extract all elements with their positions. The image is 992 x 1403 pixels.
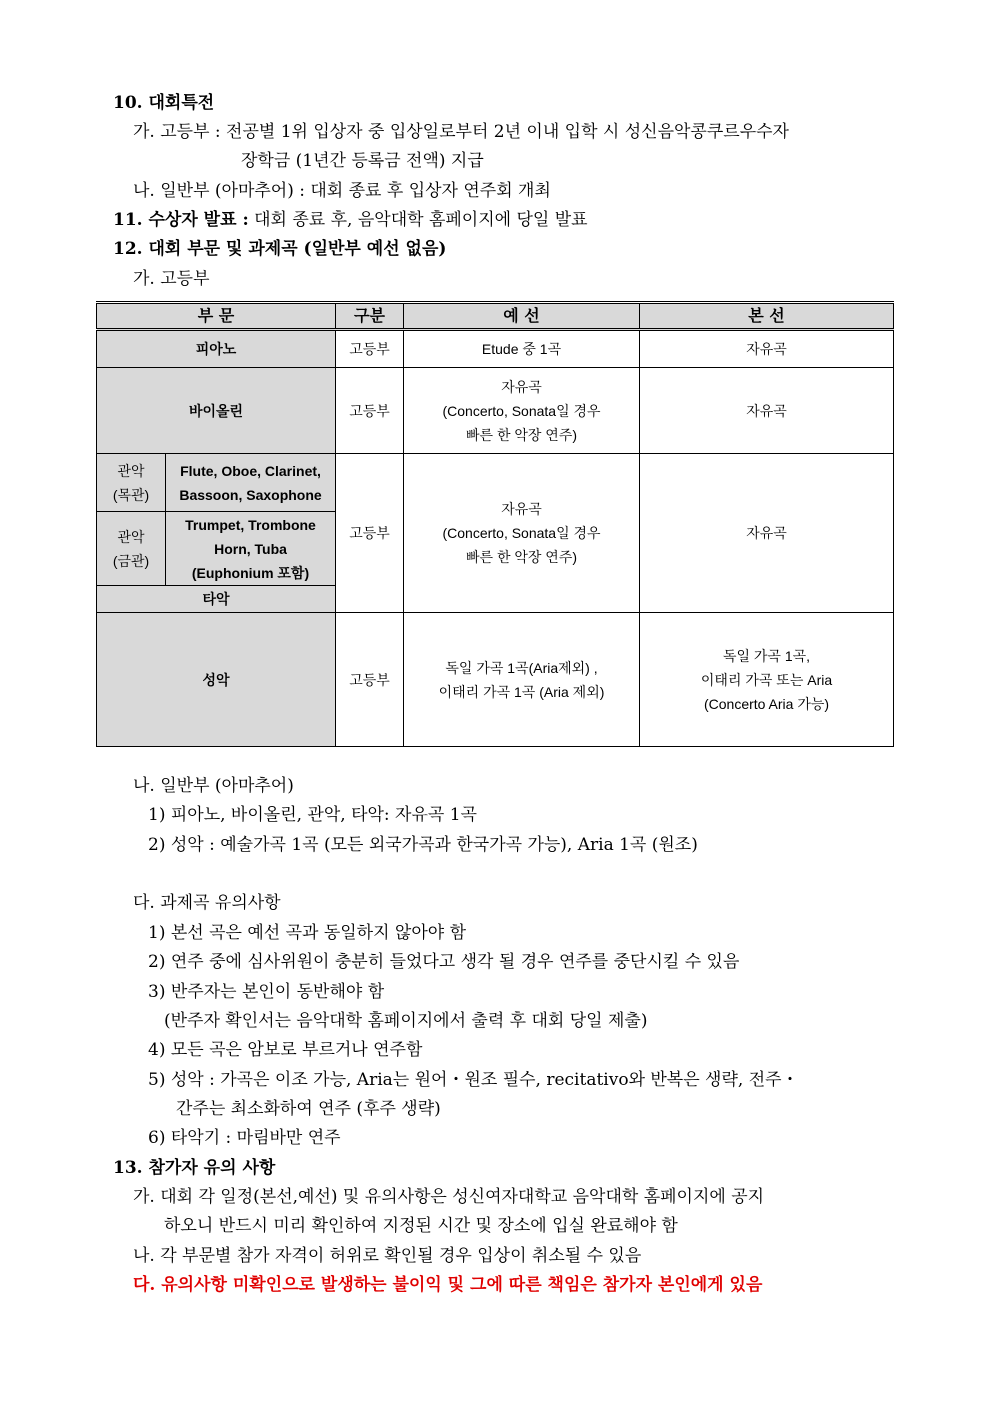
section-13-item-na: 나. 각 부문별 참가 자격이 허위로 확인될 경우 입상이 취소될 수 있음 (133, 1246, 642, 1266)
woodwind-category (97, 454, 166, 512)
piano-preliminary: Etude 중 1곡 (404, 330, 640, 368)
section-10-item-ga: 가. 고등부 : 전공별 1위 입상자 중 입상일로부터 2년 이내 입학 시 성신음악콩쿠르우수자 (133, 122, 789, 142)
vocal-prelim-line-2: 이태리 가곡 1곡 (Aria 제외) (438, 683, 605, 700)
header-final: 본 선 (640, 303, 894, 330)
vocal-level: 고등부 (336, 613, 404, 747)
section-12-da-6: 6) 타악기 : 마림바만 연주 (148, 1128, 341, 1148)
vocal-final-line-3: (Concerto Aria 가능) (703, 695, 830, 712)
section-11-title: 11. 수상자 발표 : (113, 210, 249, 230)
violin-final: 자유곡 (640, 368, 894, 454)
vocal-division: 성악 (97, 613, 336, 747)
brass-inst-line-3: (Euphonium 포함) (191, 564, 310, 581)
violin-division: 바이올린 (97, 368, 336, 454)
section-11-text: 대회 종료 후, 음악대학 홈페이지에 당일 발표 (254, 210, 588, 230)
violin-prelim-line-3: 빠른 한 악장 연주) (466, 426, 578, 443)
woodwind-cat-line-1: 관악 (117, 462, 145, 479)
piano-final: 자유곡 (640, 330, 894, 368)
brass-category (97, 512, 166, 586)
section-12-item-da: 다. 과제곡 유의사항 (133, 893, 281, 913)
vocal-prelim-line-1: 독일 가곡 1곡(Aria제외) , (445, 659, 598, 676)
brass-inst-line-1: Trumpet, Trombone (185, 516, 316, 533)
table-header-row (97, 303, 894, 330)
section-12-da-2: 2) 연주 중에 심사위원이 충분히 들었다고 생각 될 경우 연주를 중단시킬 수 있음 (148, 952, 740, 972)
violin-preliminary (404, 368, 640, 454)
brass-cat-line-2: (금관) (112, 552, 150, 569)
section-12-da-1: 1) 본선 곡은 예선 곡과 동일하지 않아야 함 (148, 923, 467, 943)
section-10-item-na: 나. 일반부 (아마추어) : 대회 종료 후 입상자 연주회 개최 (133, 181, 551, 201)
vocal-preliminary (404, 613, 640, 747)
section-11 (113, 208, 588, 232)
piano-division: 피아노 (97, 330, 336, 368)
piano-level: 고등부 (336, 330, 404, 368)
winds-level: 고등부 (336, 454, 404, 613)
section-12-da-3-note: (반주자 확인서는 음악대학 홈페이지에서 출력 후 대회 당일 제출) (164, 1011, 648, 1031)
woodwind-inst-line-2: Bassoon, Saxophone (179, 486, 322, 503)
violin-prelim-line-1: 자유곡 (501, 378, 542, 395)
section-10-title: 10. 대회특전 (113, 93, 215, 113)
section-12-item-ga: 가. 고등부 (133, 269, 210, 289)
winds-preliminary (404, 454, 640, 613)
section-12-da-5: 5) 성악 : 가곡은 이조 가능, Aria는 원어・원조 필수, recitativo와 반복은 생략, 전주・ (148, 1070, 799, 1090)
brass-cat-line-1: 관악 (117, 528, 145, 545)
vocal-final-line-1: 독일 가곡 1곡, (722, 647, 811, 664)
table-row-vocal (97, 613, 894, 747)
section-12-na-2: 2) 성악 : 예술가곡 1곡 (모든 외국가곡과 한국가곡 가능), Aria 1곡 (원조) (148, 835, 698, 855)
winds-prelim-line-3: 빠른 한 악장 연주) (466, 549, 578, 565)
header-category: 구분 (336, 303, 404, 330)
violin-prelim-line-2: (Concerto, Sonata일 경우 (442, 402, 601, 419)
brass-inst-line-2: Horn, Tuba (214, 540, 287, 557)
woodwind-instruments (166, 454, 336, 512)
table-row-violin (97, 368, 894, 454)
winds-prelim-line-2: (Concerto, Sonata일 경우 (442, 525, 601, 541)
competition-table (96, 301, 894, 747)
section-13-item-da-warning: 다. 유의사항 미확인으로 발생하는 불이익 및 그에 따른 책임은 참가자 본인에게 있음 (133, 1275, 763, 1295)
section-13-item-ga: 가. 대회 각 일정(본선,예선) 및 유의사항은 성신여자대학교 음악대학 홈페이지에 공지 (133, 1187, 765, 1207)
violin-level: 고등부 (336, 368, 404, 454)
woodwind-cat-line-2: (목관) (112, 486, 150, 503)
section-13-title: 13. 참가자 유의 사항 (113, 1158, 276, 1178)
winds-prelim-line-1: 자유곡 (501, 501, 542, 517)
winds-final: 자유곡 (640, 454, 894, 613)
vocal-final-line-2: 이태리 가곡 또는 Aria (700, 671, 833, 688)
section-12-da-4: 4) 모든 곡은 암보로 부르거나 연주함 (148, 1040, 423, 1060)
section-12-na-1: 1) 피아노, 바이올린, 관악, 타악: 자유곡 1곡 (148, 805, 477, 825)
section-13-item-ga-cont: 하오니 반드시 미리 확인하여 지정된 시간 및 장소에 입실 완료해야 함 (164, 1216, 678, 1236)
vocal-final (640, 613, 894, 747)
table-row-piano (97, 330, 894, 368)
section-10-item-ga-cont: 장학금 (1년간 등록금 전액) 지급 (241, 151, 484, 171)
table-row-woodwind (97, 454, 894, 512)
percussion-division: 타악 (97, 586, 336, 613)
section-12-da-3: 3) 반주자는 본인이 동반해야 함 (148, 982, 385, 1002)
section-12-title: 12. 대회 부문 및 과제곡 (일반부 예선 없음) (113, 239, 447, 259)
header-preliminary: 예 선 (404, 303, 640, 330)
section-12-item-na: 나. 일반부 (아마추어) (133, 776, 294, 796)
brass-instruments (166, 512, 336, 586)
section-12-da-5-cont: 간주는 최소화하여 연주 (후주 생략) (176, 1099, 441, 1119)
woodwind-inst-line-1: Flute, Oboe, Clarinet, (180, 462, 321, 479)
header-division: 부 문 (97, 303, 336, 330)
